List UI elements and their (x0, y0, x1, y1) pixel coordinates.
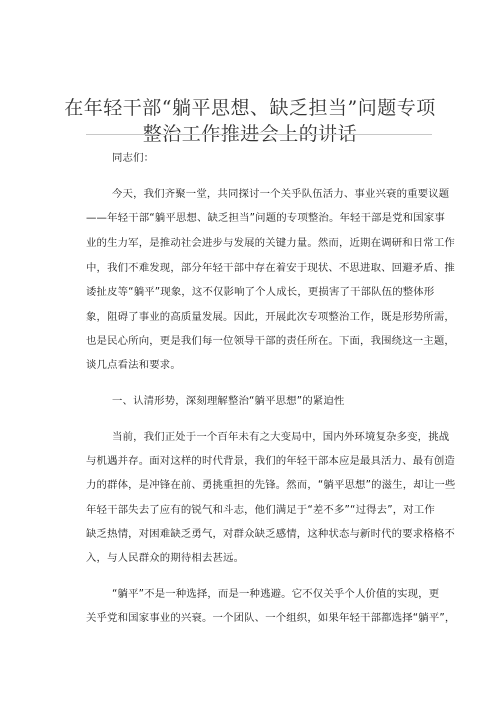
paragraph-line: 当前，我们正处于一个百年未有之大变局中，国内外环境复杂多变，挑战 (112, 431, 450, 443)
paragraph-line: “躺平”不是一种选择，而是一种逃避。它不仅关乎个人价值的实现，更 (112, 588, 440, 600)
paragraph-line: 也是民心所向，更是我们每一位领导干部的责任所在。下面，我围绕这一主题， (86, 335, 455, 347)
paragraph-line: 年轻干部失去了应有的锐气和斗志，他们满足于“差不多”“过得去”，对工作 (86, 504, 435, 516)
document-title-line-2: 整治工作推进会上的讲话 (142, 123, 358, 145)
paragraph-line: 缺乏热情，对困难缺乏勇气，对群众缺乏感情，这种状态与新时代的要求格格不 (86, 528, 455, 540)
paragraph-line: 力的群体，是冲锋在前、勇挑重担的先锋。然而，“躺平思想”的滋生，却让一些 (86, 479, 456, 491)
paragraph-line: ——年轻干部“躺平思想、缺乏担当”问题的专项整治。年轻干部是党和国家事 (86, 212, 445, 224)
paragraph-line: 关乎党和国家事业的兴衰。一个团队、一个组织，如果年轻干部都选择“躺平”， (86, 612, 456, 624)
title-divider (86, 134, 432, 135)
section-heading: 一、认清形势，深刻理解整治“躺平思想”的紧迫性 (112, 395, 345, 407)
paragraph-line: 与机遇并存。面对这样的时代背景，我们的年轻干部本应是最具活力、最有创造 (86, 455, 455, 467)
paragraph-line: 谈几点看法和要求。 (86, 359, 181, 371)
paragraph-line: 今天，我们齐聚一堂，共同探讨一个关乎队伍活力、事业兴衰的重要议题 (112, 188, 450, 200)
document-title-line-1: 在年轻干部“躺平思想、缺乏担当”问题专项 (64, 97, 436, 119)
paragraph-line: 诿扯皮等“躺平”现象，这不仅影响了个人成长，更损害了干部队伍的整体形 (86, 286, 435, 298)
salutation: 同志们： (112, 152, 155, 164)
paragraph-line: 业的生力军，是推动社会进步与发展的关键力量。然而，近期在调研和日常工作 (86, 237, 455, 249)
paragraph-line: 中，我们不难发现，部分年轻干部中存在着安于现状、不思进取、回避矛盾、推 (86, 262, 455, 274)
paragraph-line: 入，与人民群众的期待相去甚远。 (86, 552, 245, 564)
paragraph-line: 象，阻碍了事业的高质量发展。因此，开展此次专项整治工作，既是形势所需， (86, 311, 455, 323)
